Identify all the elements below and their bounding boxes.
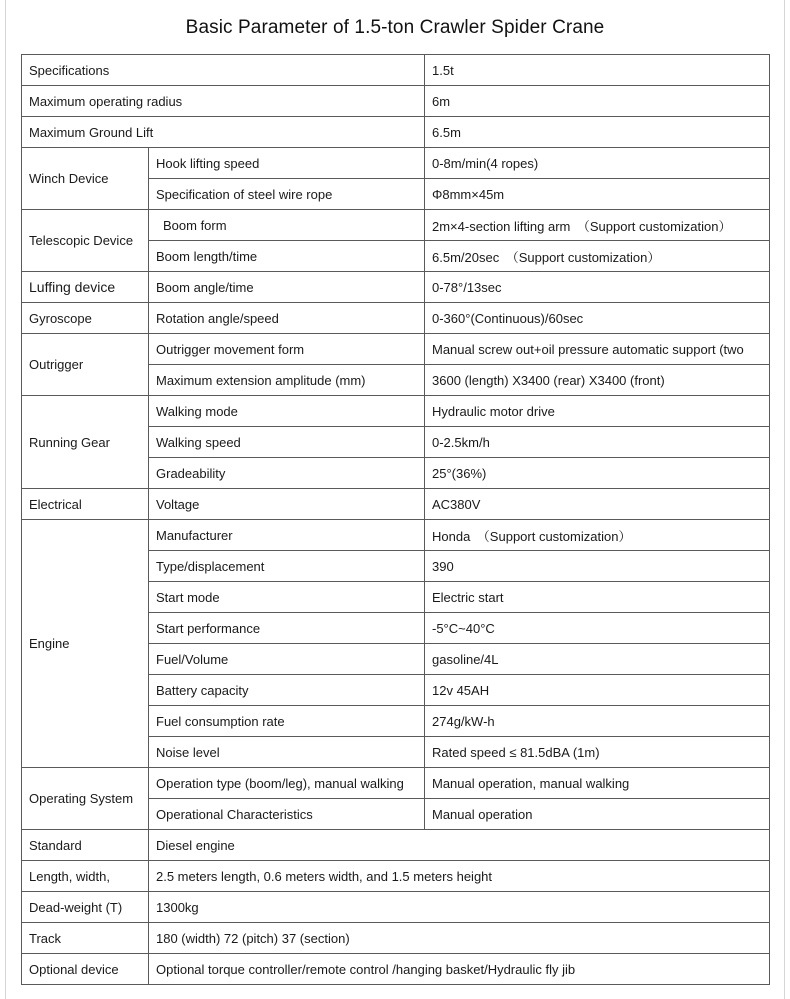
- param-value: Optional torque controller/remote control /hanging basket/Hydraulic fly jib: [149, 954, 770, 985]
- param-value: 0-78°/13sec: [425, 272, 770, 303]
- param-label: Maximum extension amplitude (mm): [149, 365, 425, 396]
- param-value: Manual operation: [425, 799, 770, 830]
- group-label: Running Gear: [22, 396, 149, 489]
- param-label: Start mode: [149, 582, 425, 613]
- page-edge-left: [5, 0, 6, 999]
- param-value: 0-2.5km/h: [425, 427, 770, 458]
- table-row: [22, 210, 770, 241]
- group-label: Gyroscope: [22, 303, 149, 334]
- group-label: Operating System: [22, 768, 149, 830]
- table-row: [22, 489, 770, 520]
- param-label: Maximum Ground Lift: [22, 117, 425, 148]
- param-value: 3600 (length) X3400 (rear) X3400 (front): [425, 365, 770, 396]
- param-value: Φ8mm×45m: [425, 179, 770, 210]
- param-value: Manual screw out+oil pressure automatic support (two: [425, 334, 770, 365]
- param-value: 180 (width) 72 (pitch) 37 (section): [149, 923, 770, 954]
- param-label: Battery capacity: [149, 675, 425, 706]
- table-row: [22, 272, 770, 303]
- param-value: 274g/kW-h: [425, 706, 770, 737]
- param-value: Electric start: [425, 582, 770, 613]
- param-value: 390: [425, 551, 770, 582]
- param-value: 6m: [425, 86, 770, 117]
- param-value: 0-360°(Continuous)/60sec: [425, 303, 770, 334]
- param-value: Diesel engine: [149, 830, 770, 861]
- param-value: AC380V: [425, 489, 770, 520]
- param-label: Specification of steel wire rope: [149, 179, 425, 210]
- table-row: [22, 55, 770, 86]
- param-label: Track: [22, 923, 149, 954]
- param-label: Outrigger movement form: [149, 334, 425, 365]
- param-label: Boom length/time: [149, 241, 425, 272]
- param-label: Fuel/Volume: [149, 644, 425, 675]
- param-label: Rotation angle/speed: [149, 303, 425, 334]
- table-row: [22, 861, 770, 892]
- param-value: 0-8m/min(4 ropes): [425, 148, 770, 179]
- table-row: [22, 334, 770, 365]
- table-row: [22, 830, 770, 861]
- group-label: Engine: [22, 520, 149, 768]
- table-row: [22, 768, 770, 799]
- param-value: 2m×4-section lifting arm （Support customization）: [425, 210, 770, 241]
- param-label: Length, width,: [22, 861, 149, 892]
- param-value: 25°(36%): [425, 458, 770, 489]
- param-label: Operation type (boom/leg), manual walking: [149, 768, 425, 799]
- param-value: 1300kg: [149, 892, 770, 923]
- param-value: 12v 45AH: [425, 675, 770, 706]
- param-label: Maximum operating radius: [22, 86, 425, 117]
- param-label: Optional device: [22, 954, 149, 985]
- param-value: 6.5m/20sec （Support customization）: [425, 241, 770, 272]
- table-row: [22, 520, 770, 551]
- table-row: [22, 892, 770, 923]
- parameter-table: [21, 54, 770, 985]
- table-row: [22, 303, 770, 334]
- group-label: Luffing device: [22, 272, 149, 303]
- group-label: Outrigger: [22, 334, 149, 396]
- param-label: Start performance: [149, 613, 425, 644]
- param-value: 2.5 meters length, 0.6 meters width, and 1.5 meters height: [149, 861, 770, 892]
- param-value: 1.5t: [425, 55, 770, 86]
- table-row: [22, 923, 770, 954]
- table-row: [22, 954, 770, 985]
- param-label: Boom angle/time: [149, 272, 425, 303]
- param-label: Noise level: [149, 737, 425, 768]
- param-label: Fuel consumption rate: [149, 706, 425, 737]
- param-value: gasoline/4L: [425, 644, 770, 675]
- param-value: Rated speed ≤ 81.5dBA (1m): [425, 737, 770, 768]
- page-edge-right: [784, 0, 785, 999]
- group-label: Winch Device: [22, 148, 149, 210]
- table-row: [22, 117, 770, 148]
- param-value: Hydraulic motor drive: [425, 396, 770, 427]
- group-label: Telescopic Device: [22, 210, 149, 272]
- table-row: [22, 148, 770, 179]
- param-label: Gradeability: [149, 458, 425, 489]
- param-value: 6.5m: [425, 117, 770, 148]
- document-title: Basic Parameter of 1.5-ton Crawler Spider Crane: [185, 17, 605, 38]
- param-label: Voltage: [149, 489, 425, 520]
- param-value: Honda （Support customization）: [425, 520, 770, 551]
- table-row: [22, 86, 770, 117]
- param-label: Manufacturer: [149, 520, 425, 551]
- param-value: Manual operation, manual walking: [425, 768, 770, 799]
- param-value: -5°C~40°C: [425, 613, 770, 644]
- param-label: Operational Characteristics: [149, 799, 425, 830]
- param-label: Standard: [22, 830, 149, 861]
- param-label: Walking speed: [149, 427, 425, 458]
- param-label: Hook lifting speed: [149, 148, 425, 179]
- param-label: Dead-weight (T): [22, 892, 149, 923]
- param-label: Boom form: [149, 210, 425, 241]
- table-row: [22, 396, 770, 427]
- param-label: Type/displacement: [149, 551, 425, 582]
- param-label: Specifications: [22, 55, 425, 86]
- group-label: Electrical: [22, 489, 149, 520]
- param-label: Walking mode: [149, 396, 425, 427]
